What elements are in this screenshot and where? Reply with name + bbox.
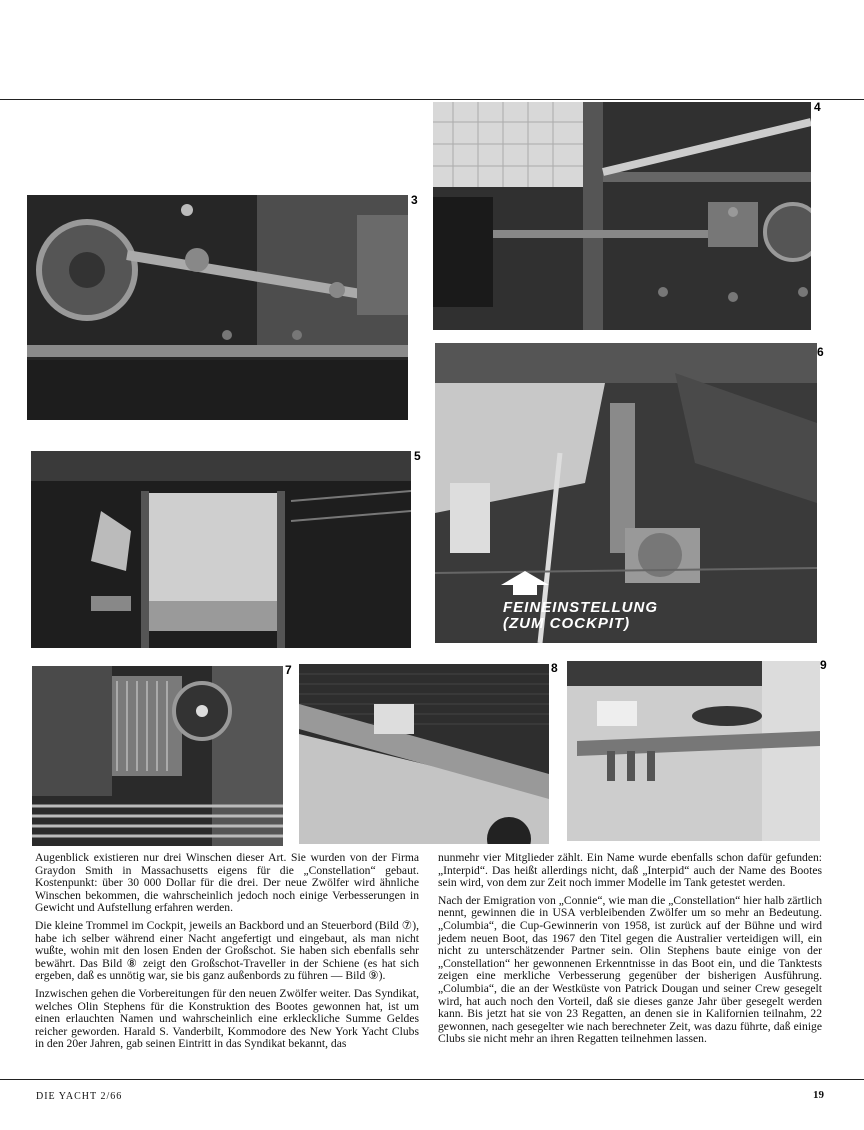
photo-number: 9 <box>820 658 827 672</box>
photo-5 <box>31 451 411 648</box>
photo-9 <box>567 661 820 841</box>
photo-number: 8 <box>551 661 558 675</box>
bottom-rule <box>0 1079 864 1080</box>
photo-3 <box>27 195 408 420</box>
paragraph: Augenblick existieren nur drei Winschen dieser Art. Sie wurden von der Firma Graydon Smith in Massachusetts eigens für die „Constellation“ gebaut. Kostenpunkt: über 30 000 Dollar für die drei. Der neue Zwölfer wird ähnliche Winschen bekommen, die wahrscheinlich jedoch noch einige Verbesserungen in Gewicht und Aufstellung erfahren werden. <box>35 851 419 915</box>
paragraph: nunmehr vier Mitglieder zählt. Ein Name wurde ebenfalls schon dafür gefunden: „Interpid“. Das heißt allerdings nicht, daß „Interpid“ auch der Name des Bootes sein wird, von dem zur Zeit noch immer Modelle im Tank getestet werden. <box>438 851 822 890</box>
paragraph: Nach der Emigration von „Connie“, wie man die „Constellation“ hier halb zärtlich nennt, gewinnen die in USA verbleibenden Zwölfer um so mehr an Bedeutung. „Columbia“, die Cup-Gewinnerin von 1958, ist zurück auf der Bühne und wird jedem neuen Boot, das 1967 den Titel gegen die Australier verteidigen will, ein nicht zu unterschätzender Partner sein. Olin Stephens baute einige von der „Constellation“ her gewonnenen Erkenntnisse in das Boot ein, und die Tanktests zeigen eine merkliche Verbesserung gegenüber der bisherigen Ausführung. „Columbia“, die an der Westküste von Patrick Dougan und seiner Crew gesegelt wird, hat auch noch den Vorteil, daß sie dieses ganze Jahr über gesegelt werden kann. Bis jetzt hat sie von 23 Regatten, an denen sie in Kalifornien teilnahm, 22 gewonnen, nach gesegelter wie nach berechneter Zeit, was dazu führte, daß einige Clubs sie nicht mehr an ihren Regatten teilnehmen lassen. <box>438 893 822 1046</box>
top-rule <box>0 99 864 100</box>
photo-6 <box>435 343 817 643</box>
page-number: 19 <box>813 1089 824 1101</box>
photo-8 <box>299 664 549 844</box>
caption-line: (ZUM COCKPIT) <box>503 615 631 632</box>
magazine-footer: DIE YACHT 2/66 <box>36 1091 123 1102</box>
photo-number: 3 <box>411 193 418 207</box>
text-column-right <box>438 852 822 1051</box>
photo-4 <box>433 102 811 330</box>
paragraph: Inzwischen gehen die Vorbereitungen für den neuen Zwölfer weiter. Das Syndikat, welches Olin Stephens für die Konstruktion des Bootes gewonnen hat, ist um einen erlauchten Namen und wahrscheinlich eine erkleckliche Summe Geldes reicher geworden. Harald S. Vanderbilt, Kommodore des New York Yacht Clubs in den 20er Jahren, gab seinen Eintritt in das Syndikat bekannt, das <box>35 986 419 1051</box>
photo-caption <box>503 600 658 632</box>
photo-number: 4 <box>814 100 821 114</box>
text-column-left <box>35 852 419 1056</box>
photo-number: 6 <box>817 345 824 359</box>
photo-number: 5 <box>414 449 421 463</box>
caption-line: FEINEINSTELLUNG <box>503 599 659 616</box>
paragraph: Die kleine Trommel im Cockpit, jeweils an Backbord und an Steuerbord (Bild ⑦), habe ich selber während einer Nacht angefertigt und eingebaut, als man nicht wußte, wohin mit den losen Enden der Großschot. Sie haben sich ebenfalls sehr bewährt. Das Bild ⑧ zeigt den Großschot-Traveller in der Schiene (es hat sich ergeben, daß es unnötig war, sie bis ganz außenbords zu führen — Bild ⑨). <box>35 918 419 983</box>
photo-number: 7 <box>285 663 292 677</box>
photo-7 <box>32 666 283 846</box>
